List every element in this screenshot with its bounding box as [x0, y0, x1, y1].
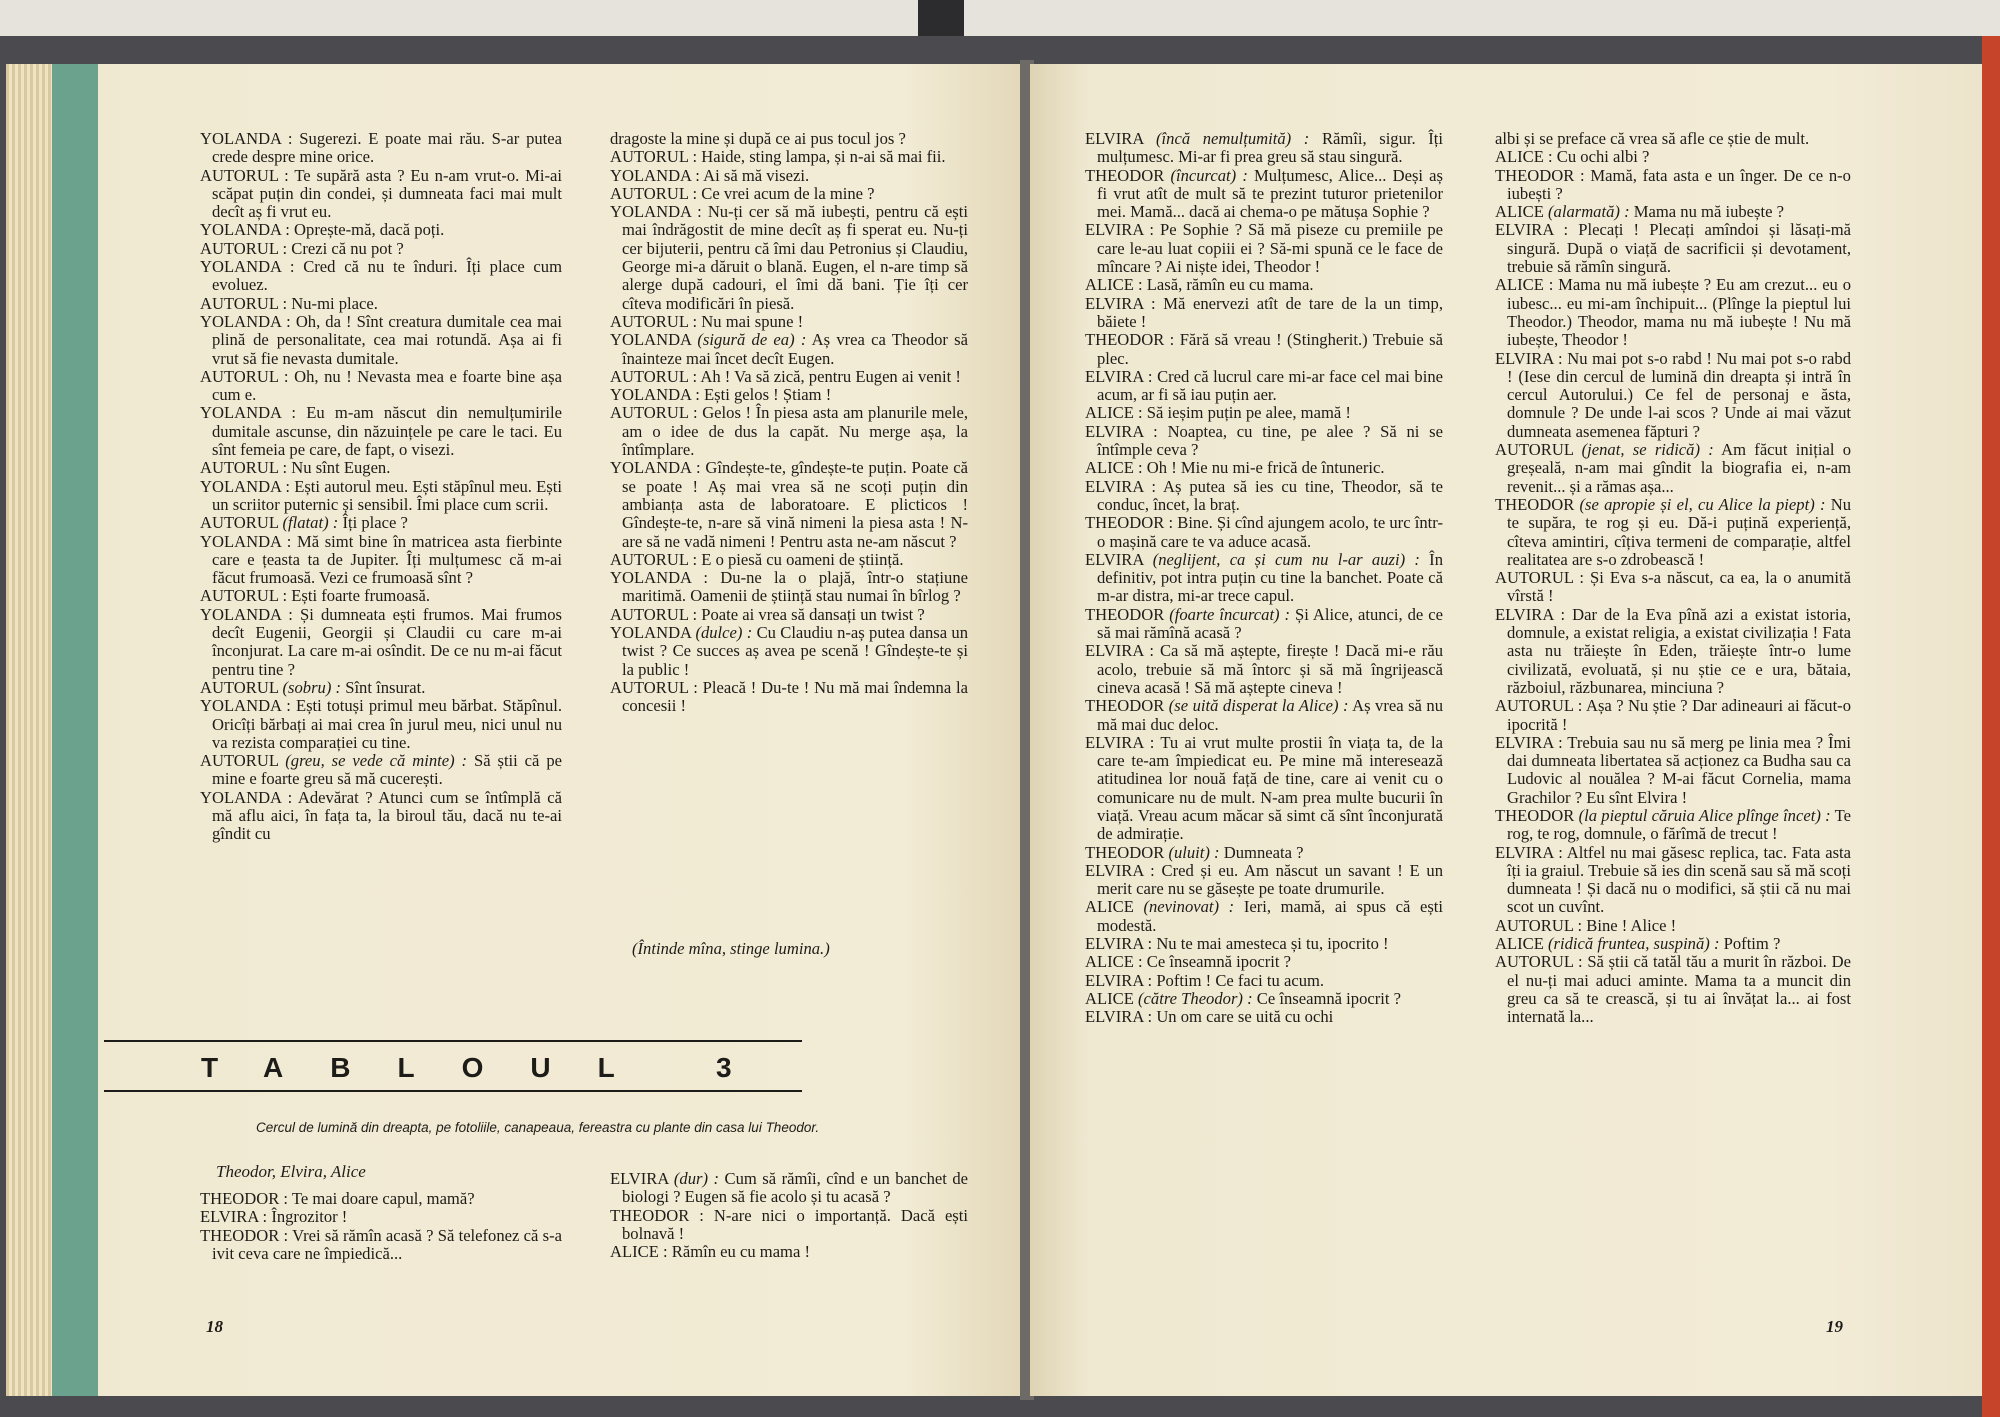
- dialogue-text: Cred că lucrul care mi-ar face cel mai bine acum, ar fi să iau puțin aer.: [1097, 366, 1443, 405]
- dialogue-text: Ce înseamnă ipocrit ?: [1146, 952, 1291, 972]
- dialogue-line: [1495, 276, 1851, 349]
- dialogue-line: [1495, 734, 1851, 807]
- speaker-name: AUTORUL :: [610, 147, 698, 167]
- speaker-name: ELVIRA :: [200, 1207, 268, 1227]
- dialogue-line: [1495, 697, 1851, 734]
- speaker-name: THEODOR: [1495, 805, 1575, 825]
- dialogue-line: [610, 167, 968, 185]
- dialogue-text: Haide, sting lampa, și n-ai să mai fii.: [701, 147, 946, 167]
- dialogue-text: Ai să mă visezi.: [703, 165, 810, 185]
- right-page: [1030, 64, 1982, 1396]
- dialogue-line: [200, 478, 562, 515]
- dialogue-text: Ca să mă aștepte, firește ! Dacă mi-e rău acolo, trebuie să mă întorc și să mă îngrijească cineva acasă ! Să mă aștepte cineva !: [1097, 641, 1443, 697]
- dialogue-line: [1495, 917, 1851, 935]
- dialogue-line: [200, 752, 562, 789]
- dialogue-text: Poate ai vrea să dansați un twist ?: [701, 604, 925, 624]
- dialogue-text: Plecați ! Plecați amîndoi și lăsați-mă singură. După o viață de sacrificii și devotament, trebuie să rămîn singură.: [1507, 220, 1851, 277]
- speaker-name: YOLANDA :: [200, 311, 291, 331]
- dialogue-line: [1085, 459, 1443, 477]
- dialogue-text: Oh, nu ! Nevasta mea e foarte bine așa cum e.: [212, 366, 562, 405]
- dialogue-line: [1085, 734, 1443, 844]
- dialogue-text: Altfel nu mai găsesc replica, tac. Fata asta îți ia graiul. Trebuie să ies din scenă sau să mă scoți dumneata ! Și dacă nu o modifici, să știi că nu mai scot un cuvînt.: [1507, 842, 1852, 917]
- dialogue-line: [1085, 130, 1443, 167]
- speaker-name: YOLANDA :: [610, 458, 701, 478]
- speaker-name: THEODOR :: [1495, 165, 1585, 185]
- dialogue-line: [1085, 935, 1443, 953]
- stage-note: (alarmată) :: [1548, 202, 1630, 222]
- speaker-name: ELVIRA: [610, 1169, 669, 1188]
- dialogue-line: [200, 514, 562, 532]
- dialogue-line: [1085, 368, 1443, 405]
- dialogue-text: Fără să vreau ! (Stingherit.) Trebuie să plec.: [1097, 330, 1443, 368]
- speaker-name: THEODOR: [1085, 604, 1165, 624]
- speaker-name: AUTORUL :: [200, 458, 288, 478]
- speaker-name: AUTORUL :: [610, 677, 698, 697]
- speaker-name: ALICE: [1085, 988, 1134, 1008]
- dialogue-line: [1085, 898, 1443, 935]
- stage-note: (foarte încurcat) :: [1169, 604, 1291, 624]
- speaker-name: AUTORUL: [200, 677, 279, 697]
- dialogue-text: Bine ! Alice !: [1586, 915, 1677, 935]
- dialogue-line: [610, 1243, 968, 1261]
- dialogue-text: Poftim ?: [1723, 934, 1781, 954]
- speaker-name: ALICE :: [1085, 458, 1143, 478]
- dialogue-line: [610, 569, 968, 606]
- dialogue-line: [1495, 203, 1851, 221]
- speaker-name: YOLANDA :: [200, 531, 292, 551]
- speaker-name: ELVIRA :: [1085, 860, 1155, 880]
- dialogue-line: [610, 404, 968, 459]
- dialogue-text: Vrei să rămîn acasă ? Să telefonez că s-a ivit ceva care ne împiedică...: [212, 1225, 562, 1263]
- speaker-name: AUTORUL :: [200, 165, 289, 185]
- dialogue-line: [1495, 606, 1851, 697]
- speaker-name: AUTORUL :: [610, 549, 698, 569]
- speaker-name: AUTORUL :: [1495, 696, 1583, 716]
- speaker-name: YOLANDA :: [200, 476, 290, 496]
- speaker-name: AUTORUL :: [1495, 568, 1584, 588]
- speaker-name: ALICE :: [1085, 952, 1143, 972]
- dialogue-line: [1085, 276, 1443, 294]
- dialogue-line: [610, 203, 968, 313]
- dialogue-text: Nu mai spune !: [701, 311, 804, 331]
- stage-note: (jenat, se ridică) :: [1581, 440, 1714, 460]
- dialogue-text: Dar de la Eva pînă azi a existat istoria, domnule, a existat religia, a existat civilizația ! Fata asta nu trăiește în Eden, trăiește într-o lume civilizată, evoluată, și nu știe ce e ura, bătaia, războiul, răzbunarea, minciuna ?: [1507, 604, 1851, 697]
- dialogue-text: Aș vrea ca Theodor să înainteze mai încet decît Eugen.: [622, 330, 969, 368]
- dialogue-text: Nu mai pot s-o rabd ! Nu mai pot s-o rabd ! (Iese din cercul de lumină din dreapta și intră în cercul Autorului.) Ce fel de personaj e ăsta, domnule ? De unde l-ai scos ? Unde ai mai văzut dumneata asemenea făpturi ?: [1507, 348, 1851, 441]
- dialogue-line: [610, 368, 968, 386]
- dialogue-text: Du-ne la o plajă, într-o stațiune maritimă. Oamenii de știință stau numai în bîrlog ?: [622, 568, 968, 606]
- dialogue-text: Mulțumesc, Alice... Deși aș fi vrut atît de mult să te prezint tuturor prietenilor mei. Mamă... dacă ai chema-o pe mătușa Sophie ?: [1097, 165, 1443, 222]
- dialogue-text: Nu te mai amesteca și tu, ipocrito !: [1156, 934, 1389, 954]
- dialogue-line: [1085, 606, 1443, 643]
- dialogue-line: [610, 148, 968, 166]
- dialogue-line: [1495, 569, 1851, 606]
- dialogue-line: [200, 606, 562, 679]
- speaker-name: AUTORUL :: [200, 586, 288, 606]
- dialogue-text: Mă simt bine în matricea asta fierbinte care e țeasta ta de Jupiter. Îți mulțumesc că m-ai făcut frumoasă. Vezi ce frumoasă sînt ?: [212, 531, 562, 588]
- dialogue-text: Și Eva s-a născut, ca ea, la o anumită vîrstă !: [1507, 568, 1851, 606]
- speaker-name: THEODOR :: [1085, 513, 1174, 533]
- dialogue-text: Tu ai vrut multe prostii în viața ta, de la care te-am împiedicat eu. Pe mine mă interesează atitudinea lor nouă față de tine, care ai venit cu o comunicare nu de mult. N-am prea multe bucurii în viață. Vreau acum măcar să simt că sînt înconjurată de admirație.: [1097, 732, 1443, 844]
- dialogue-line: [1495, 935, 1851, 953]
- speaker-name: ELVIRA :: [1085, 293, 1156, 313]
- speaker-name: YOLANDA :: [610, 385, 700, 405]
- dialogue-text: Noaptea, cu tine, pe alee ? Să ni se întîmple ceva ?: [1097, 421, 1443, 460]
- dialogue-line: [610, 1170, 968, 1207]
- dialogue-text: Și dumneata ești frumos. Mai frumos decît Eugenii, Georgii și Claudii cu care m-ai înconjurat. La care m-ai osîndit. De ce nu m-ai făcut pentru tine ?: [212, 604, 562, 679]
- dialogue-line: [200, 313, 562, 368]
- left-page-bottom-column-2: [610, 1170, 968, 1261]
- dialogue-text: Nu sînt Eugen.: [291, 458, 391, 478]
- dialogue-line: [610, 313, 968, 331]
- speaker-name: AUTORUL :: [610, 311, 698, 331]
- stage-note: (către Theodor) :: [1138, 988, 1253, 1008]
- dialogue-text: Mamă, fata asta e un înger. De ce n-o iubești ?: [1507, 165, 1851, 203]
- speaker-name: AUTORUL :: [200, 238, 288, 258]
- speaker-name: ELVIRA :: [1495, 604, 1566, 624]
- dialogue-line: [200, 587, 562, 605]
- dialogue-line: [200, 240, 562, 258]
- speaker-name: AUTORUL :: [1495, 915, 1583, 935]
- dialogue-text: albi și se preface că vrea să afle ce știe de mult.: [1495, 129, 1810, 148]
- dialogue-line: [1085, 331, 1443, 368]
- dialogue-line: [200, 130, 562, 167]
- dialogue-text: Lasă, rămîn eu cu mama.: [1146, 275, 1314, 295]
- dialogue-line: [1495, 807, 1851, 844]
- dialogue-line: [1085, 514, 1443, 551]
- dialogue-line: [1085, 404, 1443, 422]
- dialogue-text: Aș putea să ies cu tine, Theodor, să te conduc, încet, la braț.: [1097, 476, 1444, 514]
- speaker-name: ELVIRA: [1085, 129, 1144, 148]
- speaker-name: ELVIRA :: [1085, 220, 1155, 240]
- tablou-rule-bottom: [104, 1090, 802, 1092]
- speaker-name: THEODOR :: [610, 1205, 704, 1225]
- dialogue-text: Îngrozitor !: [271, 1207, 348, 1227]
- cover-red-edge: [1982, 36, 2000, 1417]
- page-number-left: 18: [206, 1317, 223, 1336]
- speaker-name: AUTORUL :: [200, 293, 288, 313]
- dialogue-line: [200, 258, 562, 295]
- speaker-name: AUTORUL: [200, 513, 279, 533]
- dialogue-text: Te mai doare capul, mamă?: [291, 1189, 475, 1208]
- speaker-name: THEODOR: [1085, 165, 1165, 185]
- speaker-name: YOLANDA :: [200, 403, 296, 423]
- dialogue-text: Eu m-am născut din nemulțumirile dumitale ascunse, din năzuințele pe care le taci. Eu sînt femeia pe care, de fapt, o visezi.: [212, 403, 562, 460]
- speaker-name: AUTORUL :: [200, 366, 289, 386]
- dialogue-text: Cu Claudiu n-aș putea dansa un twist ? Ce succes aș avea pe scenă ! Gîndește-te și la public !: [622, 623, 968, 679]
- dialogue-text: Ești autorul meu. Ești stăpînul meu. Ești un scriitor puternic și sensibil. Îmi place cum scrii.: [212, 476, 562, 514]
- dialogue-line: [1085, 478, 1443, 515]
- dialogue-line: [1085, 972, 1443, 990]
- stage-note: (încurcat) :: [1170, 165, 1248, 185]
- dialogue-line: [1495, 148, 1851, 166]
- speaker-name: YOLANDA :: [610, 165, 700, 185]
- dialogue-text: Rămîi, sigur. Îți mulțumesc. Mi-ar fi prea greu să stau singură.: [1097, 129, 1444, 167]
- speaker-name: YOLANDA :: [610, 568, 709, 588]
- dialogue-text: Îți place ?: [342, 513, 408, 533]
- speaker-name: AUTORUL :: [610, 366, 698, 386]
- dialogue-text: Am făcut inițial o greșeală, n-am mai gîndit la biografia ei, n-am revenit... și a rămas așa...: [1507, 440, 1851, 496]
- speaker-name: ALICE :: [1085, 403, 1143, 423]
- dialogue-line: [1085, 642, 1443, 697]
- dialogue-line: [200, 1227, 562, 1264]
- stage-note: (greu, se vede că minte) :: [285, 751, 468, 771]
- left-page: [6, 64, 1026, 1396]
- speaker-name: YOLANDA :: [200, 696, 291, 716]
- scene-description: Cercul de lumină din dreapta, pe fotoliile, canapeaua, fereastra cu plante din casa lui Theodor.: [256, 1120, 820, 1135]
- dialogue-text: Dumneata ?: [1223, 842, 1304, 862]
- speaker-name: YOLANDA :: [200, 129, 293, 148]
- dialogue-line: [1085, 551, 1443, 606]
- speaker-name: ELVIRA :: [1495, 220, 1569, 240]
- dialogue-line: [200, 1208, 562, 1226]
- dialogue-line: [610, 606, 968, 624]
- speaker-name: ELVIRA :: [1085, 366, 1153, 386]
- dialogue-text: Ieri, mamă, ai spus că ești modestă.: [1097, 897, 1444, 935]
- page-number-right: 19: [1826, 1317, 1843, 1336]
- dialogue-text: Să știi că tatăl tău a murit în război. De el nu-ți mai aduci aminte. Mama ta a muncit din greu ca să te crească, și tu ai învățat la... ai fost internată la...: [1507, 952, 1851, 1027]
- dialogue-text: Sugerezi. E poate mai rău. S-ar putea crede despre mine orice.: [212, 129, 562, 167]
- dialogue-text: Mă enervezi atît de tare de la un timp, băiete !: [1097, 293, 1444, 331]
- dialogue-text: Te supără asta ? Eu n-am vrut-o. Mi-ai scăpat puțin din condei, și dumneata faci mai mult decît aș fi vrut eu.: [212, 165, 562, 222]
- speaker-name: THEODOR :: [200, 1189, 289, 1208]
- dialogue-line: [1085, 221, 1443, 276]
- dialogue-line: [610, 624, 968, 679]
- dialogue-line: [200, 533, 562, 588]
- dialogue-line: [1085, 953, 1443, 971]
- speaker-name: ALICE: [1495, 202, 1544, 222]
- speaker-name: ALICE: [1085, 897, 1134, 917]
- dialogue-text: Mama nu mă iubește ?: [1633, 202, 1784, 222]
- dialogue-text: Rămîn eu cu mama !: [671, 1242, 811, 1262]
- speaker-name: ELVIRA :: [1085, 1007, 1153, 1027]
- green-bookmark-edge: [52, 64, 98, 1396]
- left-page-column-1: [200, 130, 562, 844]
- dialogue-line: [200, 459, 562, 477]
- dialogue-text: Cum să rămîi, cînd e un banchet de biologi ? Eugen să fie acolo și tu acasă ?: [622, 1169, 969, 1207]
- dialogue-text: Gelos ! În piesa asta am planurile mele, am o idee de dus la capăt. Nu merge așa, la întîmplare.: [622, 403, 968, 460]
- dialogue-text: Nu-mi place.: [291, 293, 378, 313]
- dialogue-line: [1495, 167, 1851, 204]
- dialogue-text: Ce vrei acum de la mine ?: [701, 183, 875, 203]
- dialogue-text: Cu ochi albi ?: [1556, 147, 1650, 167]
- stage-note: (nevinovat) :: [1143, 897, 1235, 917]
- speaker-name: ALICE :: [1085, 275, 1143, 295]
- speaker-name: YOLANDA :: [200, 257, 295, 277]
- speaker-name: ALICE: [1495, 934, 1544, 954]
- dialogue-text: Poftim ! Ce faci tu acum.: [1156, 970, 1325, 990]
- speaker-name: ELVIRA :: [1495, 842, 1563, 862]
- dialogue-line: [610, 1207, 968, 1244]
- speaker-name: AUTORUL :: [610, 403, 698, 423]
- speaker-name: THEODOR :: [1085, 330, 1175, 350]
- top-dark-band: [918, 0, 964, 40]
- speaker-name: ELVIRA :: [1495, 348, 1563, 368]
- speaker-name: ELVIRA :: [1085, 421, 1158, 441]
- speaker-name: YOLANDA: [610, 330, 692, 350]
- dialogue-line: [1085, 1008, 1443, 1026]
- dialogue-text: Un om care se uită cu ochi: [1156, 1007, 1334, 1027]
- characters-list: Theodor, Elvira, Alice: [216, 1162, 366, 1181]
- speaker-name: ALICE :: [1495, 275, 1554, 295]
- stage-direction: (Întinde mîna, stinge lumina.): [632, 939, 830, 958]
- dialogue-text: Cred că nu te înduri. Îți place cum evoluez.: [212, 257, 562, 295]
- dialogue-line: [1495, 496, 1851, 569]
- dialogue-line: [200, 368, 562, 405]
- dialogue-line: [610, 459, 968, 550]
- speaker-name: YOLANDA :: [610, 202, 702, 222]
- speaker-name: AUTORUL :: [610, 604, 698, 624]
- page-edges: [6, 64, 52, 1396]
- dialogue-line: [200, 1190, 562, 1208]
- dialogue-line: [200, 221, 562, 239]
- speaker-name: AUTORUL: [1495, 440, 1574, 460]
- stage-note: (sobru) :: [282, 677, 342, 697]
- dialogue-text: Adevărat ? Atunci cum se întîmplă că mă aflu aici, în fața ta, la biroul tău, dacă nu te-ai gîndit cu: [212, 787, 562, 844]
- dialogue-line: [1495, 441, 1851, 496]
- speaker-name: AUTORUL :: [610, 183, 698, 203]
- stage-note: (încă nemulțumită) :: [1156, 129, 1310, 148]
- speaker-name: THEODOR: [1085, 696, 1165, 716]
- dialogue-line: [200, 404, 562, 459]
- dialogue-line: [1495, 953, 1851, 1026]
- dialogue-text: dragoste la mine și după ce ai pus tocul jos ?: [610, 129, 906, 148]
- dialogue-line: [1085, 844, 1443, 862]
- stage-note: (se apropie și el, cu Alice la piept) :: [1579, 494, 1826, 514]
- dialogue-text: Gîndește-te, gîndește-te puțin. Poate că se poate ! Aș mai vrea să ne scoți puțin din ambianța asta de laboratoare. E plicticos ! Gîndește-te, n-are să vină nimeni la piesa asta ! N-are să ne vadă nimeni ! Pentru asta ne-am născut ?: [622, 458, 968, 551]
- dialogue-text: În definitiv, pot intra puțin cu tine la banchet. Poate că m-ar distra, mi-ar trece capul.: [1097, 549, 1443, 606]
- dialogue-text: Pe Sophie ? Să mă piseze cu premiile pe care le-au luat copiii ei ? Să-mi spună ce le face de mîncare ? Ai niște idei, Theodor !: [1097, 220, 1443, 277]
- speaker-name: YOLANDA :: [200, 787, 293, 807]
- dialogue-text: Ești gelos ! Știam !: [704, 385, 832, 405]
- dialogue-line: [1495, 350, 1851, 441]
- dialogue-text: Sînt însurat.: [345, 677, 426, 697]
- dialogue-line: [200, 697, 562, 752]
- dialogue-text: Ah ! Va să zică, pentru Eugen ai venit !: [700, 366, 961, 386]
- left-page-bottom-column-1: [200, 1190, 562, 1263]
- stage-note: (uluit) :: [1168, 842, 1220, 862]
- dialogue-text: E o piesă cu oameni de știință.: [701, 549, 904, 569]
- dialogue-text: Să ieșim puțin pe alee, mamă !: [1146, 403, 1351, 423]
- stage-note: (dur) :: [673, 1169, 720, 1188]
- dialogue-text: Oh, da ! Sînt creatura dumitale cea mai plină de personalitate, cea mai rotundă. Așa ai fi vrut să fie nevasta dumitale.: [212, 311, 562, 368]
- speaker-name: YOLANDA: [610, 623, 692, 643]
- speaker-name: YOLANDA :: [200, 220, 290, 240]
- speaker-name: ELVIRA: [1085, 549, 1144, 569]
- speaker-name: THEODOR: [1495, 494, 1575, 514]
- dialogue-line: [1495, 130, 1851, 148]
- speaker-name: ELVIRA :: [1495, 732, 1563, 752]
- dialogue-text: Ești foarte frumoasă.: [291, 586, 430, 606]
- speaker-name: ALICE :: [1495, 147, 1553, 167]
- dialogue-line: [1085, 167, 1443, 222]
- stage-note: (neglijent, ca și cum nu l-ar auzi) :: [1152, 549, 1420, 569]
- dialogue-text: Bine. Și cînd ajungem acolo, te urc într-o mașină care te va aduce acasă.: [1097, 513, 1443, 551]
- speaker-name: THEODOR :: [200, 1225, 289, 1245]
- tablou-rule-top: [104, 1040, 802, 1042]
- dialogue-text: Și Alice, atunci, de ce să mai rămînă acasă ?: [1097, 604, 1443, 643]
- dialogue-text: Ce înseamnă ipocrit ?: [1256, 988, 1401, 1008]
- dialogue-text: Oprește-mă, dacă poți.: [294, 220, 445, 240]
- dialogue-line: [1085, 990, 1443, 1008]
- dialogue-text: Pleacă ! Du-te ! Nu mă mai îndemna la concesii !: [622, 677, 969, 716]
- speaker-name: ELVIRA :: [1085, 934, 1153, 954]
- dialogue-text: Crezi că nu pot ?: [291, 238, 404, 258]
- speaker-name: THEODOR: [1085, 842, 1165, 862]
- dialogue-text: Cred și eu. Am născut un savant ! E un merit care nu se găsește pe toate drumurile.: [1097, 860, 1444, 899]
- dialogue-line: [1085, 862, 1443, 899]
- speaker-name: ELVIRA :: [1085, 641, 1154, 661]
- stage-note: (ridică fruntea, suspină) :: [1548, 934, 1720, 954]
- right-page-column-2: [1495, 130, 1851, 1027]
- dialogue-line: [610, 679, 968, 716]
- dialogue-text: Mama nu mă iubește ? Eu am crezut... eu o iubesc... eu mi-am închipuit... (Plînge la pieptul lui Theodor.) Theodor, mama nu mă iubește ! Nu mă iubește, Theodor !: [1507, 275, 1851, 350]
- stage-note: (flatat) :: [282, 513, 339, 533]
- dialogue-text: Ești totuși primul meu bărbat. Stăpînul. Oricîți bărbați ai mai crea în jurul meu, nici unul nu va rezista comparației cu tine.: [212, 696, 562, 752]
- dialogue-text: Trebuia sau nu să merg pe linia mea ? Îmi dai dumneata libertatea să acționez ca Budha sau ca Ludovic al nouălea ? M-ai făcut Cornelia, mama Grachilor ? Eu sînt Elvira !: [1507, 732, 1851, 807]
- dialogue-line: [610, 130, 968, 148]
- dialogue-line: [200, 679, 562, 697]
- dialogue-text: Așa ? Nu știe ? Dar adineauri ai făcut-o ipocrită !: [1507, 696, 1851, 734]
- stage-note: (se uită disperat la Alice) :: [1168, 696, 1349, 716]
- tablou-title: TABLOUL 3: [201, 1052, 779, 1083]
- dialogue-line: [1085, 295, 1443, 332]
- speaker-name: AUTORUL :: [1495, 952, 1583, 972]
- left-page-column-2: [610, 130, 968, 716]
- dialogue-text: N-are nici o importanță. Dacă ești bolnavă !: [622, 1205, 968, 1243]
- dialogue-line: [200, 295, 562, 313]
- speaker-name: YOLANDA :: [200, 604, 293, 624]
- speaker-name: ELVIRA :: [1085, 970, 1153, 990]
- stage-note: (dulce) :: [695, 623, 753, 643]
- dialogue-text: Aș vrea să nu mă mai duc deloc.: [1097, 696, 1444, 734]
- dialogue-text: Să știi că pe mine e foarte greu să mă cucerești.: [212, 751, 562, 789]
- dialogue-text: Nu-ți cer să mă iubești, pentru că ești mai îndrăgostit de mine decît aș fi sperat eu. Nu-ți cer bijuterii, pentru că îmi dau Petronius și Claudiu, George mi-a dăruit o blană. Eugen, el n-are timp să alerge după cadouri, el îmi dă bani. Ție îți cer cîteva modificări în piesă.: [622, 202, 968, 313]
- dialogue-line: [1085, 423, 1443, 460]
- dialogue-line: [200, 789, 562, 844]
- dialogue-text: Oh ! Mie nu mi-e frică de întuneric.: [1146, 458, 1385, 478]
- dialogue-text: Nu te supăra, te rog și eu. Dă-i puțină experiență, cîteva amintiri, cîțiva termeni de comparație, altfel realitatea are s-o zdrobească !: [1507, 494, 1851, 569]
- dialogue-line: [1495, 844, 1851, 917]
- speaker-name: ELVIRA :: [1085, 476, 1156, 496]
- stage-note: (sigură de ea) :: [697, 330, 807, 350]
- dialogue-line: [1085, 697, 1443, 734]
- dialogue-line: [200, 167, 562, 222]
- speaker-name: ELVIRA :: [1085, 732, 1155, 752]
- speaker-name: ALICE :: [610, 1242, 668, 1262]
- dialogue-line: [610, 551, 968, 569]
- dialogue-line: [610, 386, 968, 404]
- dialogue-line: [610, 331, 968, 368]
- speaker-name: AUTORUL: [200, 751, 279, 771]
- right-page-column-1: [1085, 130, 1443, 1027]
- dialogue-line: [1495, 221, 1851, 276]
- dialogue-line: [610, 185, 968, 203]
- stage-note: (la pieptul căruia Alice plînge încet) :: [1578, 805, 1831, 825]
- dialogue-text: Te rog, te rog, domnule, o fărîmă de trecut !: [1507, 805, 1851, 844]
